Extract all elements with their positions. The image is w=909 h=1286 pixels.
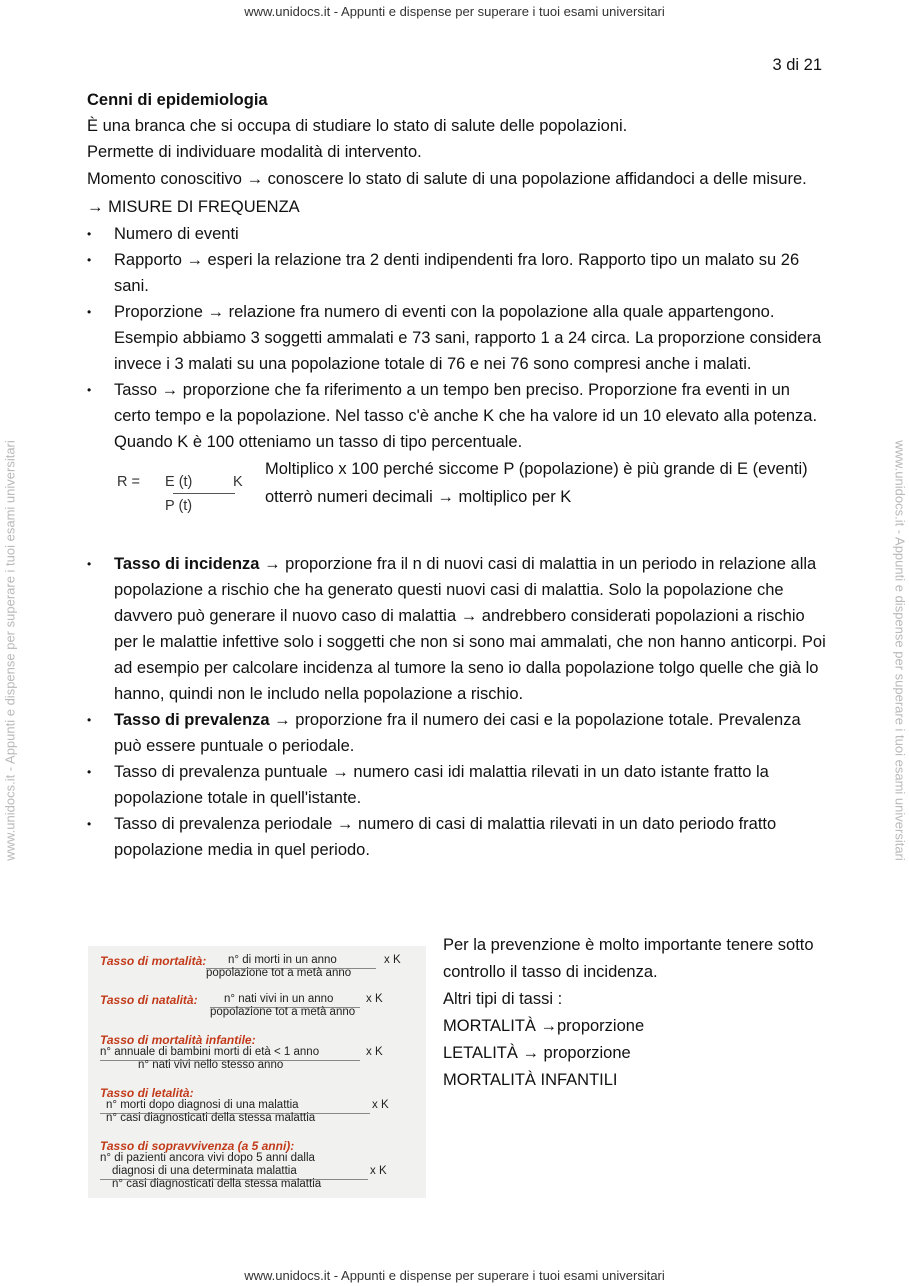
side-line: LETALITÀ → proporzione bbox=[443, 1044, 631, 1062]
list-item bbox=[87, 551, 827, 707]
rate-title: Tasso di mortalità: bbox=[100, 954, 207, 968]
rate-title: Tasso di sopravvivenza (a 5 anni): bbox=[100, 1139, 295, 1153]
side-line: Per la prevenzione è molto importante tenere sotto controllo il tasso di incidenza. bbox=[443, 936, 814, 981]
rate-k: x K bbox=[372, 1099, 389, 1111]
rate-numerator: n° morti dopo diagnosi di una malattia bbox=[106, 1099, 299, 1111]
formula-numerator: E (t) bbox=[165, 474, 193, 490]
definition: Tasso di prevalenza puntuale → numero casi idi malattia rilevati in un dato istante fratto la popolazione totale in quell'istante. bbox=[114, 763, 769, 807]
watermark-bottom: www.unidocs.it - Appunti e dispense per superare i tuoi esami universitari bbox=[244, 1268, 665, 1283]
list-item: • Numero di eventi bbox=[87, 221, 827, 247]
frequency-measures-list bbox=[87, 221, 827, 455]
side-notes bbox=[443, 932, 843, 1094]
list-item: • Rapporto → esperi la relazione tra 2 denti indipendenti fra loro. Rapporto tipo un malato su 26 sani. bbox=[87, 247, 827, 299]
rates-formulas-image bbox=[88, 946, 426, 1198]
list-item bbox=[87, 707, 827, 759]
rates-list bbox=[87, 551, 827, 863]
watermark-right: www.unidocs.it - Appunti e dispense per superare i tuoi esami universitari bbox=[892, 440, 908, 861]
term: Tasso di prevalenza bbox=[114, 711, 270, 729]
intro-line: Permette di individuare modalità di intervento. bbox=[87, 143, 422, 161]
definition: → proporzione fra il numero dei casi e la popolazione totale. Prevalenza può essere puntuale o periodale. bbox=[114, 711, 801, 755]
page-number: 3 di 21 bbox=[772, 56, 822, 74]
rate-numerator: n° di morti in un anno bbox=[228, 954, 337, 966]
list-item: • Proporzione → relazione fra numero di eventi con la popolazione alla quale appartengono. Esempio abbiamo 3 soggetti ammalati e 73 sani, rapporto 1 a 24 circa. La proporzione considera invece i 3 malati su una popolazione totale di 76 e nei 76 sono compresi anche i malati. bbox=[87, 299, 827, 377]
definition: Tasso di prevalenza periodale → numero di casi di malattia rilevati in un dato periodo fratto popolazione media in quel periodo. bbox=[114, 815, 777, 859]
formula-denominator: P (t) bbox=[165, 498, 193, 514]
side-line: MORTALITÀ INFANTILI bbox=[443, 1071, 618, 1089]
rate-formula-row bbox=[87, 455, 827, 525]
rate-numerator: n° di pazienti ancora vivi dopo 5 anni dalla bbox=[100, 1152, 315, 1164]
document-body bbox=[87, 87, 827, 863]
formula-k: K bbox=[233, 474, 243, 490]
term: Tasso di incidenza bbox=[114, 555, 260, 573]
rate-numerator: n° nati vivi in un anno bbox=[224, 993, 334, 1005]
definition: → proporzione fra il n di nuovi casi di malattia in un periodo in relazione alla popolazione a rischio che ha generato questi nuovi casi di malattia. Solo la popolazione che davvero può generare il nuovo caso di malattia → andrebbero considerati popolazioni a rischio per le malattie infettive solo i soggetti che non si sono mai ammalati, che non hanno anticorpi. Poi ad esempio per calcolare incidenza al tumore la seno io dalla popolazione tolgo quelle che già lo hanno, quindi non le includo nella popolazione a rischio. bbox=[114, 555, 826, 703]
rate-title: Tasso di natalità: bbox=[100, 993, 198, 1007]
intro-line: È una branca che si occupa di studiare lo stato di salute delle popolazioni. bbox=[87, 117, 628, 135]
rate-denominator: popolazione tot a metà anno bbox=[210, 1006, 356, 1018]
rate-denominator: popolazione tot a metà anno bbox=[206, 967, 352, 979]
rate-formula bbox=[117, 463, 257, 523]
list-item bbox=[87, 811, 827, 863]
watermark-left: www.unidocs.it - Appunti e dispense per superare i tuoi esami universitari bbox=[2, 440, 18, 861]
side-line: MORTALITÀ →proporzione bbox=[443, 1017, 645, 1035]
rate-k: x K bbox=[384, 954, 401, 966]
rate-k: x K bbox=[366, 1046, 383, 1058]
rate-title: Tasso di letalità: bbox=[100, 1086, 194, 1100]
intro-line: Momento conoscitivo → conoscere lo stato di salute di una popolazione affidandoci a delle misure. → MISURE DI FREQUENZA bbox=[87, 170, 807, 216]
rate-numerator: n° annuale di bambini morti di età < 1 anno bbox=[100, 1046, 320, 1058]
formula-note: Moltiplico x 100 perché siccome P (popolazione) è più grande di E (eventi) otterrò numeri decimali → moltiplico per K bbox=[265, 460, 808, 506]
rate-denominator: n° nati vivi nello stesso anno bbox=[138, 1059, 284, 1071]
side-line: Altri tipi di tassi : bbox=[443, 990, 563, 1008]
rate-denominator: n° casi diagnosticati della stessa malattia bbox=[112, 1178, 322, 1190]
list-item: • Tasso → proporzione che fa riferimento a un tempo ben preciso. Proporzione fra eventi in un certo tempo e la popolazione. Nel tasso c'è anche K che ha valore id un 10 elevato alla potenza. Quando K è 100 otteniamo un tasso di tipo percentuale. bbox=[87, 377, 827, 455]
rate-title: Tasso di mortalità infantile: bbox=[100, 1033, 256, 1047]
watermark-top: www.unidocs.it - Appunti e dispense per superare i tuoi esami universitari bbox=[244, 4, 665, 19]
rate-numerator: diagnosi di una determinata malattia bbox=[112, 1165, 297, 1177]
rate-k: x K bbox=[366, 993, 383, 1005]
rate-denominator: n° casi diagnosticati della stessa malattia bbox=[106, 1112, 316, 1124]
section-title: Cenni di epidemiologia bbox=[87, 91, 268, 109]
list-item bbox=[87, 759, 827, 811]
rate-k: x K bbox=[370, 1165, 387, 1177]
formula-r: R = bbox=[117, 474, 140, 490]
